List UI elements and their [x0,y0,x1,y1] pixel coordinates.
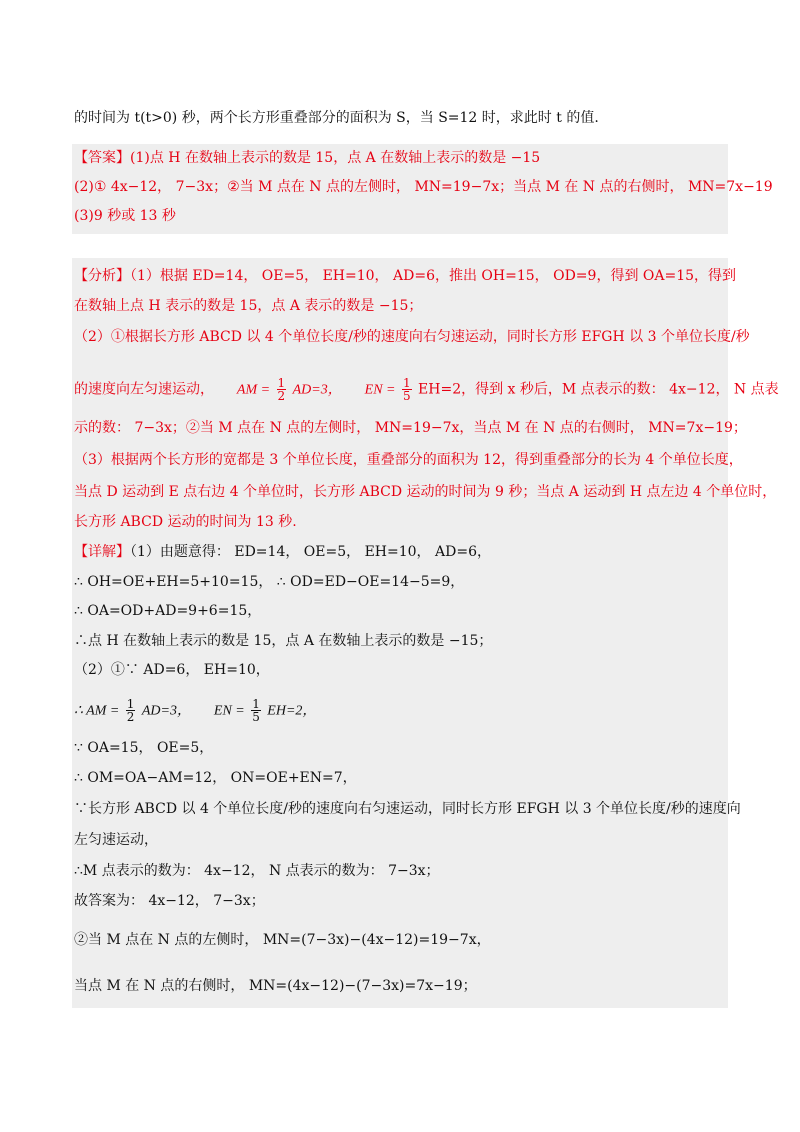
fraction-one-half [277,377,287,402]
detail-heading: 【详解】 [74,544,130,560]
question-tail-line: 的时间为 t(t>0) 秒，两个长方形重叠部分的面积为 S，当 S=12 时，求此时 t 的值. [74,110,599,126]
analysis-line-4-start: 的速度向左匀速运动， [74,381,214,398]
detail-line-9: ∵长方形 ABCD 以 4 个单位长度/秒的速度向右匀速运动，同时长方形 EFGH 以 3 个单位长度/秒的速度向 [74,801,741,817]
analysis-line-4-end: EH=2，得到 x 秒后，M 点表示的数： 4x−12， N 点表 [418,381,779,398]
analysis-line-2: 在数轴上点 H 表示的数是 15，点 A 表示的数是 −15； [74,298,423,314]
am-result: AD=3， [292,382,342,398]
detail-line-5: （2）①∵ AD=6， EH=10， [74,662,270,678]
detail-line-7: ∵ OA=15， OE=5， [74,740,214,756]
fraction-one-fifth [402,377,412,402]
detail-fraction-one-fifth [251,698,261,723]
detail-en-label: EN = [213,703,245,719]
detail-line-10: 左匀速运动， [74,832,158,848]
answer-line-3: (3)9 秒或 13 秒 [74,208,176,224]
analysis-line-6: （3）根据两个长方形的宽都是 3 个单位长度，重叠部分的面积为 12，得到重叠部分的长为 4 个单位长度， [74,452,743,468]
fraction-numerator: 1 [277,376,286,390]
detail-line-8: ∴ OM=OA−AM=12， ON=OE+EN=7， [74,770,357,786]
detail-line-14: 当点 M 在 N 点的右侧时， MN=(4x−12)−(7−3x)=7x−19； [74,978,477,994]
analysis-line-8: 长方形 ABCD 运动的时间为 13 秒. [74,514,297,530]
detail-line-12: 故答案为： 4x−12， 7−3x； [74,893,265,909]
en-label: EN = [364,382,396,398]
am-label: AM = [236,382,271,398]
detail-line-6 [74,698,316,723]
detail-en-result: EH=2， [267,703,317,719]
fraction-denominator: 2 [277,389,286,403]
fraction-numerator: 1 [252,697,260,711]
analysis-line-4 [74,377,779,402]
detail-line-3: ∴ OA=OD+AD=9+6=15， [74,603,262,619]
fraction-numerator: 1 [126,697,135,711]
answer-line-1: 【答案】(1)点 H 在数轴上表示的数是 15，点 A 在数轴上表示的数是 −15 [74,150,541,166]
detail-am-result: AD=3， [141,703,191,719]
fraction-numerator: 1 [402,376,411,390]
detail-fraction-one-half [126,698,136,723]
fraction-denominator: 2 [126,710,135,724]
detail-line-2: ∴ OH=OE+EH=5+10=15， ∴ OD=ED−OE=14−5=9， [74,574,465,590]
detail-am-label: ∴ AM = [74,703,120,719]
fraction-denominator: 5 [402,389,411,403]
analysis-line-1: 【分析】（1）根据 ED=14， OE=5， EH=10， AD=6，推出 OH=15， OD=9，得到 OA=15，得到 [74,268,737,284]
analysis-line-7: 当点 D 运动到 E 点右边 4 个单位时，长方形 ABCD 运动的时间为 9 秒；当点 A 运动到 H 点左边 4 个单位时， [74,484,777,500]
detail-line-1-text: （1）由题意得： ED=14， OE=5， EH=10， AD=6， [130,544,491,560]
analysis-line-5: 示的数： 7−3x；②当 M 点在 N 点的左侧时， MN=19−7x，当点 M 在 N 点的右侧时， MN=7x−19； [74,420,747,436]
answer-line-2: (2)① 4x−12， 7−3x；②当 M 点在 N 点的左侧时， MN=19−7x；当点 M 在 N 点的右侧时， MN=7x−19 [74,179,773,195]
detail-line-11: ∴M 点表示的数为： 4x−12， N 点表示的数为： 7−3x； [74,863,440,879]
detail-line-13: ②当 M 点在 N 点的左侧时， MN=(7−3x)−(4x−12)=19−7x， [74,932,491,948]
detail-line-4: ∴点 H 在数轴上表示的数是 15，点 A 在数轴上表示的数是 −15； [74,633,493,649]
detail-line-1 [74,542,491,562]
analysis-line-3: （2）①根据长方形 ABCD 以 4 个单位长度/秒的速度向右匀速运动，同时长方形 EFGH 以 3 个单位长度/秒 [74,329,750,345]
fraction-denominator: 5 [252,710,260,724]
